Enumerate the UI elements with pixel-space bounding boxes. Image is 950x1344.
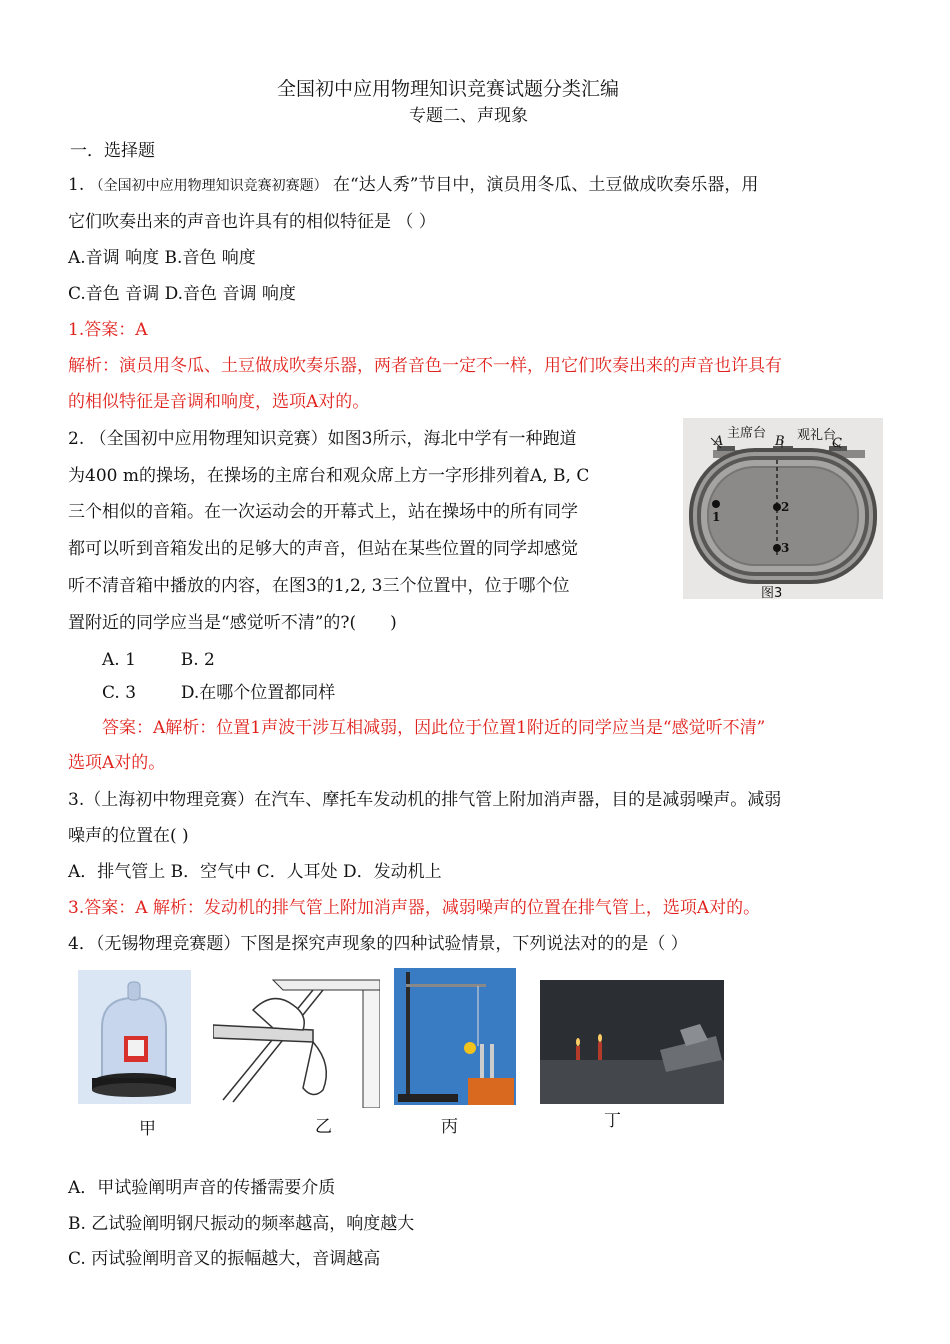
q4-option-b: B. 乙试验阐明钢尺振动的频率越高，响度越大: [68, 1214, 415, 1234]
q4-line1: 4．（无锡物理竞赛题）下图是探究声现象的四种试验情景，下列说法对的的是（ ）: [68, 934, 688, 954]
figure-label-b: B: [775, 434, 785, 449]
q2-line1: 2. （全国初中应用物理知识竞赛）如图3所示，海北中学有一种跑道: [68, 429, 577, 449]
q1-analysis-line1: 解析：演员用冬瓜、土豆做成吹奏乐器，两者音色一定不一样，用它们吹奏出来的声音也许具有: [68, 356, 782, 376]
q3-line2: 噪声的位置在( ): [68, 826, 189, 846]
q2-line3: 三个相似的音箱。在一次运动会的开幕式上，站在操场中的所有同学: [68, 502, 578, 522]
q1-line2: 它们吹奏出来的声音也许具有的相似特征是 （ ）: [68, 212, 436, 232]
caption-ding: 丁: [604, 1111, 621, 1131]
document-subtitle: 专题二、声现象: [409, 106, 528, 126]
q2-answer-line2: 选项A对的。: [68, 753, 166, 773]
figure-label-zhuxitai: 主席台: [727, 426, 767, 441]
q2-option-c-d: C. 3 D.在哪个位置都同样: [102, 683, 336, 703]
q4-option-c: C. 丙试验阐明音叉的振幅越大，音调越高: [68, 1249, 381, 1269]
figure-3-track: [683, 418, 883, 599]
q1-option-c-d: C.音色 音调 D.音色 音调 响度: [68, 284, 296, 304]
q2-line5: 听不清音箱中播放的内容，在图3的1,2, 3三个位置中，位于哪个位: [68, 576, 570, 596]
figure-caption: 图3: [761, 586, 783, 599]
caption-yi: 乙: [315, 1117, 332, 1137]
q4-option-a: A．甲试验阐明声音的传播需要介质: [68, 1178, 336, 1198]
figure-label-2: 2: [781, 500, 790, 514]
q2-line2: 为400 m的操场，在操场的主席台和观众席上方一字形排列着A, B, C: [68, 466, 590, 486]
figure-label-1: 1: [712, 510, 721, 524]
q2-option-a-b: A. 1 B. 2: [102, 650, 215, 670]
photo-yi-ruler: [213, 970, 380, 1108]
section-heading: 一．选择题: [70, 141, 155, 161]
figure-label-c: C: [832, 436, 842, 451]
document-title: 全国初中应用物理知识竞赛试题分类汇编: [277, 78, 620, 100]
q1-line1: [68, 170, 758, 195]
figure-label-3: 3: [781, 541, 790, 555]
q2-line4: 都可以听到音箱发出的足够大的声音，但站在某些位置的同学却感觉: [68, 539, 578, 559]
q1-analysis-line2: 的相似特征是音调和响度，选项A对的。: [68, 392, 370, 412]
figure-label-a: A: [714, 434, 724, 449]
q1-source: （全国初中应用物理知识竞赛初赛题）: [89, 178, 328, 194]
photo-ding-candles: [540, 980, 724, 1104]
caption-bing: 丙: [441, 1117, 458, 1137]
q1-number: 1.: [68, 175, 85, 195]
q3-options: A．排气管上 B．空气中 C．人耳处 D．发动机上: [68, 862, 442, 882]
q1-answer: 1.答案：A: [68, 320, 148, 340]
figure-label-guanlitai: 观礼台: [797, 428, 837, 443]
q3-answer: 3.答案：A 解析：发动机的排气管上附加消声器，减弱噪声的位置在排气管上，选项A对的。: [68, 898, 761, 918]
q1-line1-text: 在“达人秀”节目中，演员用冬瓜、土豆做成吹奏乐器，用: [333, 175, 759, 195]
q1-option-a-b: A.音调 响度 B.音色 响度: [68, 248, 256, 268]
photo-jia-bell-jar: [78, 970, 191, 1104]
q3-line1: 3.（上海初中物理竞赛）在汽车、摩托车发动机的排气管上附加消声器，目的是减弱噪声。减弱: [68, 790, 782, 810]
q2-line6: 置附近的同学应当是“感觉听不清”的?( ): [68, 613, 397, 633]
q2-answer-line1: 答案：A解析：位置1声波干涉互相减弱，因此位于位置1附近的同学应当是“感觉听不清”: [102, 718, 766, 738]
photo-bing-tuning-fork: [394, 968, 516, 1105]
caption-jia: 甲: [139, 1119, 156, 1139]
